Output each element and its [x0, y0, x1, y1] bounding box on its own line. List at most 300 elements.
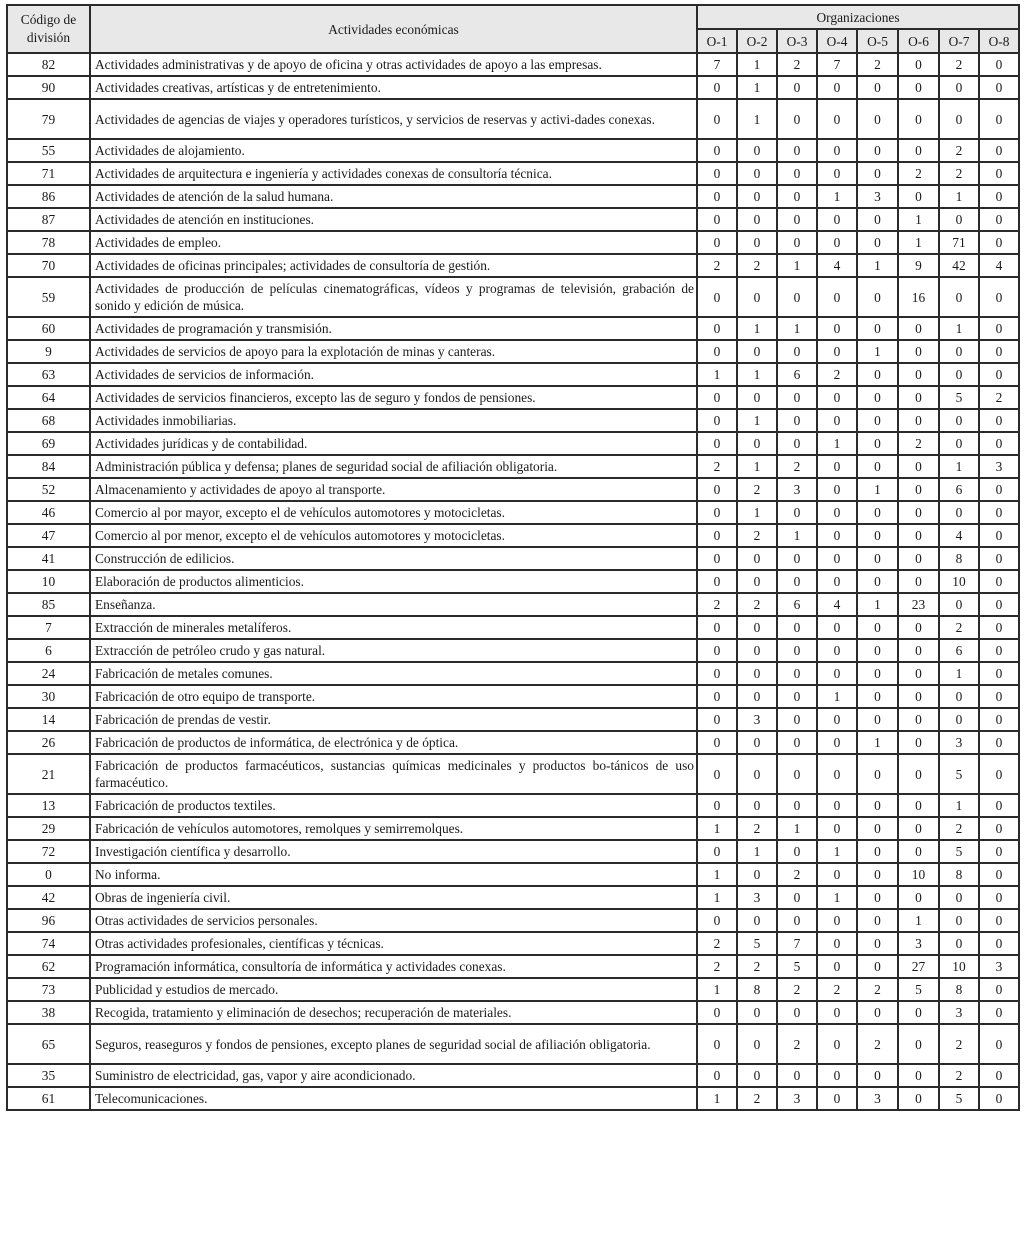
org-value-cell-o2: 0 — [737, 1064, 777, 1087]
org-value-cell-o7: 8 — [939, 547, 979, 570]
table-row — [7, 731, 1019, 754]
org-value-cell-o4: 0 — [817, 501, 857, 524]
org-value-cell-o5: 0 — [857, 162, 898, 185]
org-value-cell-o1: 0 — [697, 840, 737, 863]
org-value-cell-o7: 0 — [939, 593, 979, 616]
org-value-cell-o4: 0 — [817, 139, 857, 162]
org-value-cell-o8: 0 — [979, 932, 1019, 955]
org-value-cell-o7: 0 — [939, 501, 979, 524]
org-value-cell-o8: 0 — [979, 208, 1019, 231]
table-row — [7, 978, 1019, 1001]
activity-cell: Obras de ingeniería civil. — [90, 886, 697, 909]
org-value-cell-o8: 0 — [979, 754, 1019, 794]
org-value-cell-o5: 0 — [857, 754, 898, 794]
org-value-cell-o5: 1 — [857, 731, 898, 754]
org-value-cell-o2: 0 — [737, 616, 777, 639]
activity-cell: Fabricación de productos farmacéuticos, sustancias químicas medicinales y productos bo-tánicos de uso farmacéutico. — [90, 754, 697, 794]
org-value-cell-o8: 0 — [979, 478, 1019, 501]
org-value-cell-o5: 0 — [857, 1001, 898, 1024]
activity-cell: Actividades de producción de películas cinematográficas, vídeos y programas de televisión, grabación de sonido y edición de música. — [90, 277, 697, 317]
activity-cell: Elaboración de productos alimenticios. — [90, 570, 697, 593]
org-value-cell-o1: 0 — [697, 409, 737, 432]
org-value-cell-o4: 1 — [817, 886, 857, 909]
org-value-cell-o3: 0 — [777, 340, 817, 363]
org-value-cell-o3: 0 — [777, 386, 817, 409]
table-row — [7, 185, 1019, 208]
activity-cell: Actividades de servicios de información. — [90, 363, 697, 386]
division-code-cell: 13 — [7, 794, 90, 817]
org-value-cell-o7: 0 — [939, 909, 979, 932]
table-row — [7, 139, 1019, 162]
activity-cell: Construcción de edilicios. — [90, 547, 697, 570]
division-code-cell: 74 — [7, 932, 90, 955]
division-code-cell: 52 — [7, 478, 90, 501]
division-code-cell: 64 — [7, 386, 90, 409]
org-value-cell-o1: 0 — [697, 386, 737, 409]
activity-cell: Programación informática, consultoría de informática y actividades conexas. — [90, 955, 697, 978]
division-code-cell: 78 — [7, 231, 90, 254]
division-code-cell: 84 — [7, 455, 90, 478]
org-value-cell-o3: 0 — [777, 277, 817, 317]
table-row — [7, 501, 1019, 524]
org-value-cell-o2: 0 — [737, 432, 777, 455]
org-value-cell-o8: 0 — [979, 76, 1019, 99]
org-value-cell-o2: 3 — [737, 886, 777, 909]
division-code-cell: 87 — [7, 208, 90, 231]
org-value-cell-o6: 1 — [898, 208, 939, 231]
table-row — [7, 455, 1019, 478]
org-value-cell-o1: 0 — [697, 501, 737, 524]
table-row — [7, 662, 1019, 685]
org-value-cell-o4: 0 — [817, 817, 857, 840]
division-code-cell: 68 — [7, 409, 90, 432]
org-value-cell-o5: 0 — [857, 886, 898, 909]
table-row — [7, 593, 1019, 616]
org-value-cell-o2: 0 — [737, 1001, 777, 1024]
org-value-cell-o8: 0 — [979, 1024, 1019, 1064]
org-value-cell-o2: 2 — [737, 955, 777, 978]
org-value-cell-o6: 0 — [898, 386, 939, 409]
org-value-cell-o1: 1 — [697, 978, 737, 1001]
activity-cell: Actividades creativas, artísticas y de entretenimiento. — [90, 76, 697, 99]
org-value-cell-o5: 0 — [857, 386, 898, 409]
org-value-cell-o5: 0 — [857, 639, 898, 662]
activity-cell: Actividades inmobiliarias. — [90, 409, 697, 432]
org-value-cell-o8: 0 — [979, 616, 1019, 639]
org-value-cell-o6: 2 — [898, 162, 939, 185]
org-value-cell-o6: 0 — [898, 76, 939, 99]
org-value-cell-o7: 0 — [939, 886, 979, 909]
org-value-cell-o4: 0 — [817, 1064, 857, 1087]
org-value-cell-o7: 1 — [939, 794, 979, 817]
org-value-cell-o8: 0 — [979, 708, 1019, 731]
org-value-cell-o2: 0 — [737, 162, 777, 185]
table-row — [7, 99, 1019, 139]
division-code-cell: 38 — [7, 1001, 90, 1024]
activity-cell: Actividades de atención de la salud humana. — [90, 185, 697, 208]
division-code-cell: 30 — [7, 685, 90, 708]
org-value-cell-o5: 0 — [857, 231, 898, 254]
org-value-cell-o5: 0 — [857, 817, 898, 840]
org-value-cell-o4: 1 — [817, 432, 857, 455]
org-value-cell-o4: 0 — [817, 863, 857, 886]
org-value-cell-o7: 8 — [939, 863, 979, 886]
org-value-cell-o2: 2 — [737, 817, 777, 840]
org-value-cell-o8: 0 — [979, 547, 1019, 570]
org-value-cell-o8: 0 — [979, 863, 1019, 886]
division-code-cell: 26 — [7, 731, 90, 754]
org-value-cell-o4: 0 — [817, 794, 857, 817]
org-value-cell-o1: 7 — [697, 53, 737, 76]
activity-cell: Investigación científica y desarrollo. — [90, 840, 697, 863]
org-value-cell-o6: 23 — [898, 593, 939, 616]
org-value-cell-o5: 2 — [857, 1024, 898, 1064]
org-value-cell-o7: 4 — [939, 524, 979, 547]
org-value-cell-o2: 2 — [737, 524, 777, 547]
division-code-cell: 55 — [7, 139, 90, 162]
org-value-cell-o1: 0 — [697, 432, 737, 455]
org-value-cell-o1: 1 — [697, 863, 737, 886]
org-value-cell-o3: 0 — [777, 1064, 817, 1087]
activity-cell: Actividades de oficinas principales; actividades de consultoría de gestión. — [90, 254, 697, 277]
org-value-cell-o3: 1 — [777, 524, 817, 547]
org-value-cell-o3: 0 — [777, 840, 817, 863]
org-value-cell-o1: 0 — [697, 570, 737, 593]
table-row — [7, 317, 1019, 340]
division-code-cell: 10 — [7, 570, 90, 593]
table-row — [7, 254, 1019, 277]
org-value-cell-o6: 0 — [898, 570, 939, 593]
table-row — [7, 277, 1019, 317]
org-value-cell-o4: 1 — [817, 185, 857, 208]
division-code-cell: 85 — [7, 593, 90, 616]
org-value-cell-o4: 0 — [817, 478, 857, 501]
org-value-cell-o6: 2 — [898, 432, 939, 455]
org-value-cell-o1: 0 — [697, 340, 737, 363]
org-value-cell-o4: 2 — [817, 978, 857, 1001]
org-value-cell-o8: 0 — [979, 1001, 1019, 1024]
org-value-cell-o7: 3 — [939, 1001, 979, 1024]
org-value-cell-o3: 2 — [777, 1024, 817, 1064]
org-value-cell-o6: 0 — [898, 501, 939, 524]
org-value-cell-o3: 2 — [777, 863, 817, 886]
org-value-cell-o2: 1 — [737, 76, 777, 99]
org-value-cell-o7: 10 — [939, 955, 979, 978]
org-value-cell-o5: 0 — [857, 208, 898, 231]
org-value-cell-o2: 0 — [737, 685, 777, 708]
org-value-cell-o2: 0 — [737, 139, 777, 162]
org-value-cell-o8: 0 — [979, 524, 1019, 547]
table-row — [7, 909, 1019, 932]
org-value-cell-o1: 2 — [697, 593, 737, 616]
org-value-cell-o3: 0 — [777, 208, 817, 231]
org-value-cell-o4: 4 — [817, 254, 857, 277]
org-value-cell-o4: 0 — [817, 208, 857, 231]
org-value-cell-o1: 2 — [697, 932, 737, 955]
table-row — [7, 363, 1019, 386]
org-value-cell-o2: 0 — [737, 731, 777, 754]
activity-cell: Recogida, tratamiento y eliminación de desechos; recuperación de materiales. — [90, 1001, 697, 1024]
org-value-cell-o6: 0 — [898, 185, 939, 208]
org-value-cell-o5: 2 — [857, 978, 898, 1001]
org-value-cell-o6: 0 — [898, 817, 939, 840]
org-value-cell-o6: 3 — [898, 932, 939, 955]
activity-cell: Actividades administrativas y de apoyo de oficina y otras actividades de apoyo a las empresas. — [90, 53, 697, 76]
org-value-cell-o5: 0 — [857, 1064, 898, 1087]
table-row — [7, 162, 1019, 185]
org-value-cell-o7: 5 — [939, 754, 979, 794]
division-code-cell: 61 — [7, 1087, 90, 1110]
org-value-cell-o5: 0 — [857, 794, 898, 817]
org-value-cell-o2: 1 — [737, 99, 777, 139]
org-value-cell-o4: 0 — [817, 708, 857, 731]
org-value-cell-o3: 0 — [777, 99, 817, 139]
org-value-cell-o8: 0 — [979, 501, 1019, 524]
division-code-cell: 41 — [7, 547, 90, 570]
org-value-cell-o3: 0 — [777, 662, 817, 685]
org-value-cell-o8: 0 — [979, 840, 1019, 863]
org-value-cell-o1: 0 — [697, 1001, 737, 1024]
org-value-cell-o1: 0 — [697, 909, 737, 932]
activity-cell: Comercio al por menor, excepto el de vehículos automotores y motocicletas. — [90, 524, 697, 547]
org-value-cell-o3: 0 — [777, 570, 817, 593]
org-value-cell-o4: 0 — [817, 386, 857, 409]
org-value-cell-o4: 0 — [817, 1024, 857, 1064]
org-value-cell-o8: 0 — [979, 1087, 1019, 1110]
org-value-cell-o2: 1 — [737, 53, 777, 76]
org-value-cell-o3: 0 — [777, 886, 817, 909]
org-value-cell-o6: 0 — [898, 754, 939, 794]
org-value-cell-o4: 0 — [817, 662, 857, 685]
activity-cell: Actividades de empleo. — [90, 231, 697, 254]
org-value-cell-o2: 1 — [737, 840, 777, 863]
org-value-cell-o8: 0 — [979, 817, 1019, 840]
org-value-cell-o8: 0 — [979, 53, 1019, 76]
org-value-cell-o1: 0 — [697, 662, 737, 685]
org-value-cell-o7: 2 — [939, 616, 979, 639]
table-row — [7, 386, 1019, 409]
org-value-cell-o7: 5 — [939, 386, 979, 409]
org-value-cell-o1: 0 — [697, 1064, 737, 1087]
org-value-cell-o3: 2 — [777, 978, 817, 1001]
org-value-cell-o2: 1 — [737, 501, 777, 524]
table-row — [7, 208, 1019, 231]
org-value-cell-o7: 6 — [939, 478, 979, 501]
org-value-cell-o4: 0 — [817, 409, 857, 432]
org-value-cell-o4: 0 — [817, 731, 857, 754]
org-value-cell-o7: 1 — [939, 185, 979, 208]
activity-cell: Publicidad y estudios de mercado. — [90, 978, 697, 1001]
activity-cell: Enseñanza. — [90, 593, 697, 616]
org-value-cell-o2: 1 — [737, 317, 777, 340]
table-row — [7, 932, 1019, 955]
org-value-cell-o6: 0 — [898, 616, 939, 639]
activity-cell: Actividades de servicios de apoyo para la explotación de minas y canteras. — [90, 340, 697, 363]
org-value-cell-o5: 0 — [857, 76, 898, 99]
org-value-cell-o3: 0 — [777, 731, 817, 754]
table-row — [7, 639, 1019, 662]
org-value-cell-o1: 0 — [697, 162, 737, 185]
division-code-cell: 90 — [7, 76, 90, 99]
org-value-cell-o1: 0 — [697, 208, 737, 231]
org-value-cell-o8: 0 — [979, 317, 1019, 340]
org-value-cell-o7: 2 — [939, 1024, 979, 1064]
division-code-cell: 42 — [7, 886, 90, 909]
org-value-cell-o6: 9 — [898, 254, 939, 277]
org-value-cell-o2: 0 — [737, 570, 777, 593]
org-value-cell-o8: 4 — [979, 254, 1019, 277]
org-value-cell-o2: 8 — [737, 978, 777, 1001]
org-value-cell-o5: 0 — [857, 863, 898, 886]
org-value-cell-o5: 0 — [857, 662, 898, 685]
org-value-cell-o6: 5 — [898, 978, 939, 1001]
org-value-cell-o3: 0 — [777, 754, 817, 794]
org-value-cell-o7: 0 — [939, 277, 979, 317]
org-value-cell-o3: 6 — [777, 363, 817, 386]
org-value-cell-o8: 0 — [979, 363, 1019, 386]
org-value-cell-o1: 0 — [697, 547, 737, 570]
org-value-cell-o1: 0 — [697, 231, 737, 254]
org-value-cell-o4: 0 — [817, 317, 857, 340]
activity-cell: Suministro de electricidad, gas, vapor y aire acondicionado. — [90, 1064, 697, 1087]
org-value-cell-o5: 0 — [857, 524, 898, 547]
org-value-cell-o2: 1 — [737, 409, 777, 432]
table-row — [7, 794, 1019, 817]
org-value-cell-o8: 0 — [979, 731, 1019, 754]
org-value-cell-o4: 1 — [817, 685, 857, 708]
org-value-cell-o4: 0 — [817, 909, 857, 932]
org-value-cell-o7: 0 — [939, 685, 979, 708]
division-code-cell: 65 — [7, 1024, 90, 1064]
org-value-cell-o3: 0 — [777, 1001, 817, 1024]
org-value-cell-o4: 0 — [817, 162, 857, 185]
org-value-cell-o2: 3 — [737, 708, 777, 731]
division-code-cell: 82 — [7, 53, 90, 76]
header-org-1: O-1 — [697, 29, 737, 53]
org-value-cell-o7: 0 — [939, 340, 979, 363]
org-value-cell-o6: 0 — [898, 708, 939, 731]
division-code-cell: 9 — [7, 340, 90, 363]
org-value-cell-o4: 0 — [817, 99, 857, 139]
org-value-cell-o5: 0 — [857, 685, 898, 708]
table-row — [7, 708, 1019, 731]
org-value-cell-o2: 0 — [737, 794, 777, 817]
org-value-cell-o5: 0 — [857, 363, 898, 386]
org-value-cell-o1: 2 — [697, 955, 737, 978]
division-code-cell: 14 — [7, 708, 90, 731]
activity-cell: Fabricación de vehículos automotores, remolques y semirremolques. — [90, 817, 697, 840]
org-value-cell-o6: 0 — [898, 478, 939, 501]
division-code-cell: 79 — [7, 99, 90, 139]
table-row — [7, 754, 1019, 794]
org-value-cell-o7: 5 — [939, 840, 979, 863]
org-value-cell-o2: 0 — [737, 547, 777, 570]
division-code-cell: 60 — [7, 317, 90, 340]
activity-cell: Telecomunicaciones. — [90, 1087, 697, 1110]
org-value-cell-o4: 1 — [817, 840, 857, 863]
org-value-cell-o5: 3 — [857, 185, 898, 208]
org-value-cell-o1: 2 — [697, 455, 737, 478]
org-value-cell-o6: 0 — [898, 363, 939, 386]
org-value-cell-o6: 0 — [898, 1087, 939, 1110]
org-value-cell-o1: 0 — [697, 76, 737, 99]
division-code-cell: 46 — [7, 501, 90, 524]
org-value-cell-o7: 0 — [939, 99, 979, 139]
activity-cell: Seguros, reaseguros y fondos de pensiones, excepto planes de seguridad social de afiliación obligatoria. — [90, 1024, 697, 1064]
activity-cell: Actividades de atención en instituciones. — [90, 208, 697, 231]
org-value-cell-o1: 0 — [697, 754, 737, 794]
org-value-cell-o1: 0 — [697, 708, 737, 731]
table-row — [7, 1001, 1019, 1024]
division-code-cell: 73 — [7, 978, 90, 1001]
org-value-cell-o7: 0 — [939, 76, 979, 99]
org-value-cell-o5: 0 — [857, 455, 898, 478]
org-value-cell-o5: 0 — [857, 708, 898, 731]
org-value-cell-o8: 0 — [979, 685, 1019, 708]
org-value-cell-o2: 0 — [737, 386, 777, 409]
table-row — [7, 570, 1019, 593]
org-value-cell-o2: 0 — [737, 231, 777, 254]
table-row — [7, 409, 1019, 432]
header-org-5: O-5 — [857, 29, 898, 53]
org-value-cell-o6: 0 — [898, 139, 939, 162]
org-value-cell-o6: 0 — [898, 317, 939, 340]
org-value-cell-o5: 1 — [857, 593, 898, 616]
org-value-cell-o7: 10 — [939, 570, 979, 593]
org-value-cell-o6: 0 — [898, 455, 939, 478]
division-code-cell: 69 — [7, 432, 90, 455]
org-value-cell-o6: 0 — [898, 731, 939, 754]
org-value-cell-o6: 0 — [898, 1024, 939, 1064]
org-value-cell-o8: 0 — [979, 639, 1019, 662]
org-value-cell-o1: 0 — [697, 731, 737, 754]
division-code-cell: 59 — [7, 277, 90, 317]
economic-activities-table — [6, 4, 1020, 1111]
org-value-cell-o6: 0 — [898, 524, 939, 547]
org-value-cell-o4: 0 — [817, 524, 857, 547]
org-value-cell-o3: 0 — [777, 794, 817, 817]
org-value-cell-o3: 0 — [777, 501, 817, 524]
activity-cell: Otras actividades profesionales, científicas y técnicas. — [90, 932, 697, 955]
org-value-cell-o5: 0 — [857, 955, 898, 978]
org-value-cell-o2: 0 — [737, 662, 777, 685]
org-value-cell-o2: 1 — [737, 363, 777, 386]
org-value-cell-o6: 0 — [898, 409, 939, 432]
org-value-cell-o7: 1 — [939, 317, 979, 340]
activity-cell: Actividades de arquitectura e ingeniería y actividades conexas de consultoría técnica. — [90, 162, 697, 185]
header-economic-activities: Actividades económicas — [90, 5, 697, 53]
org-value-cell-o2: 2 — [737, 478, 777, 501]
table-row — [7, 1024, 1019, 1064]
org-value-cell-o5: 0 — [857, 501, 898, 524]
header-org-2: O-2 — [737, 29, 777, 53]
org-value-cell-o5: 2 — [857, 53, 898, 76]
org-value-cell-o6: 0 — [898, 547, 939, 570]
division-code-cell: 71 — [7, 162, 90, 185]
org-value-cell-o3: 7 — [777, 932, 817, 955]
org-value-cell-o3: 0 — [777, 76, 817, 99]
org-value-cell-o1: 0 — [697, 185, 737, 208]
org-value-cell-o2: 2 — [737, 254, 777, 277]
org-value-cell-o8: 0 — [979, 185, 1019, 208]
division-code-cell: 47 — [7, 524, 90, 547]
org-value-cell-o3: 0 — [777, 432, 817, 455]
org-value-cell-o5: 0 — [857, 547, 898, 570]
org-value-cell-o4: 0 — [817, 754, 857, 794]
org-value-cell-o2: 0 — [737, 340, 777, 363]
org-value-cell-o7: 2 — [939, 1064, 979, 1087]
org-value-cell-o7: 8 — [939, 978, 979, 1001]
